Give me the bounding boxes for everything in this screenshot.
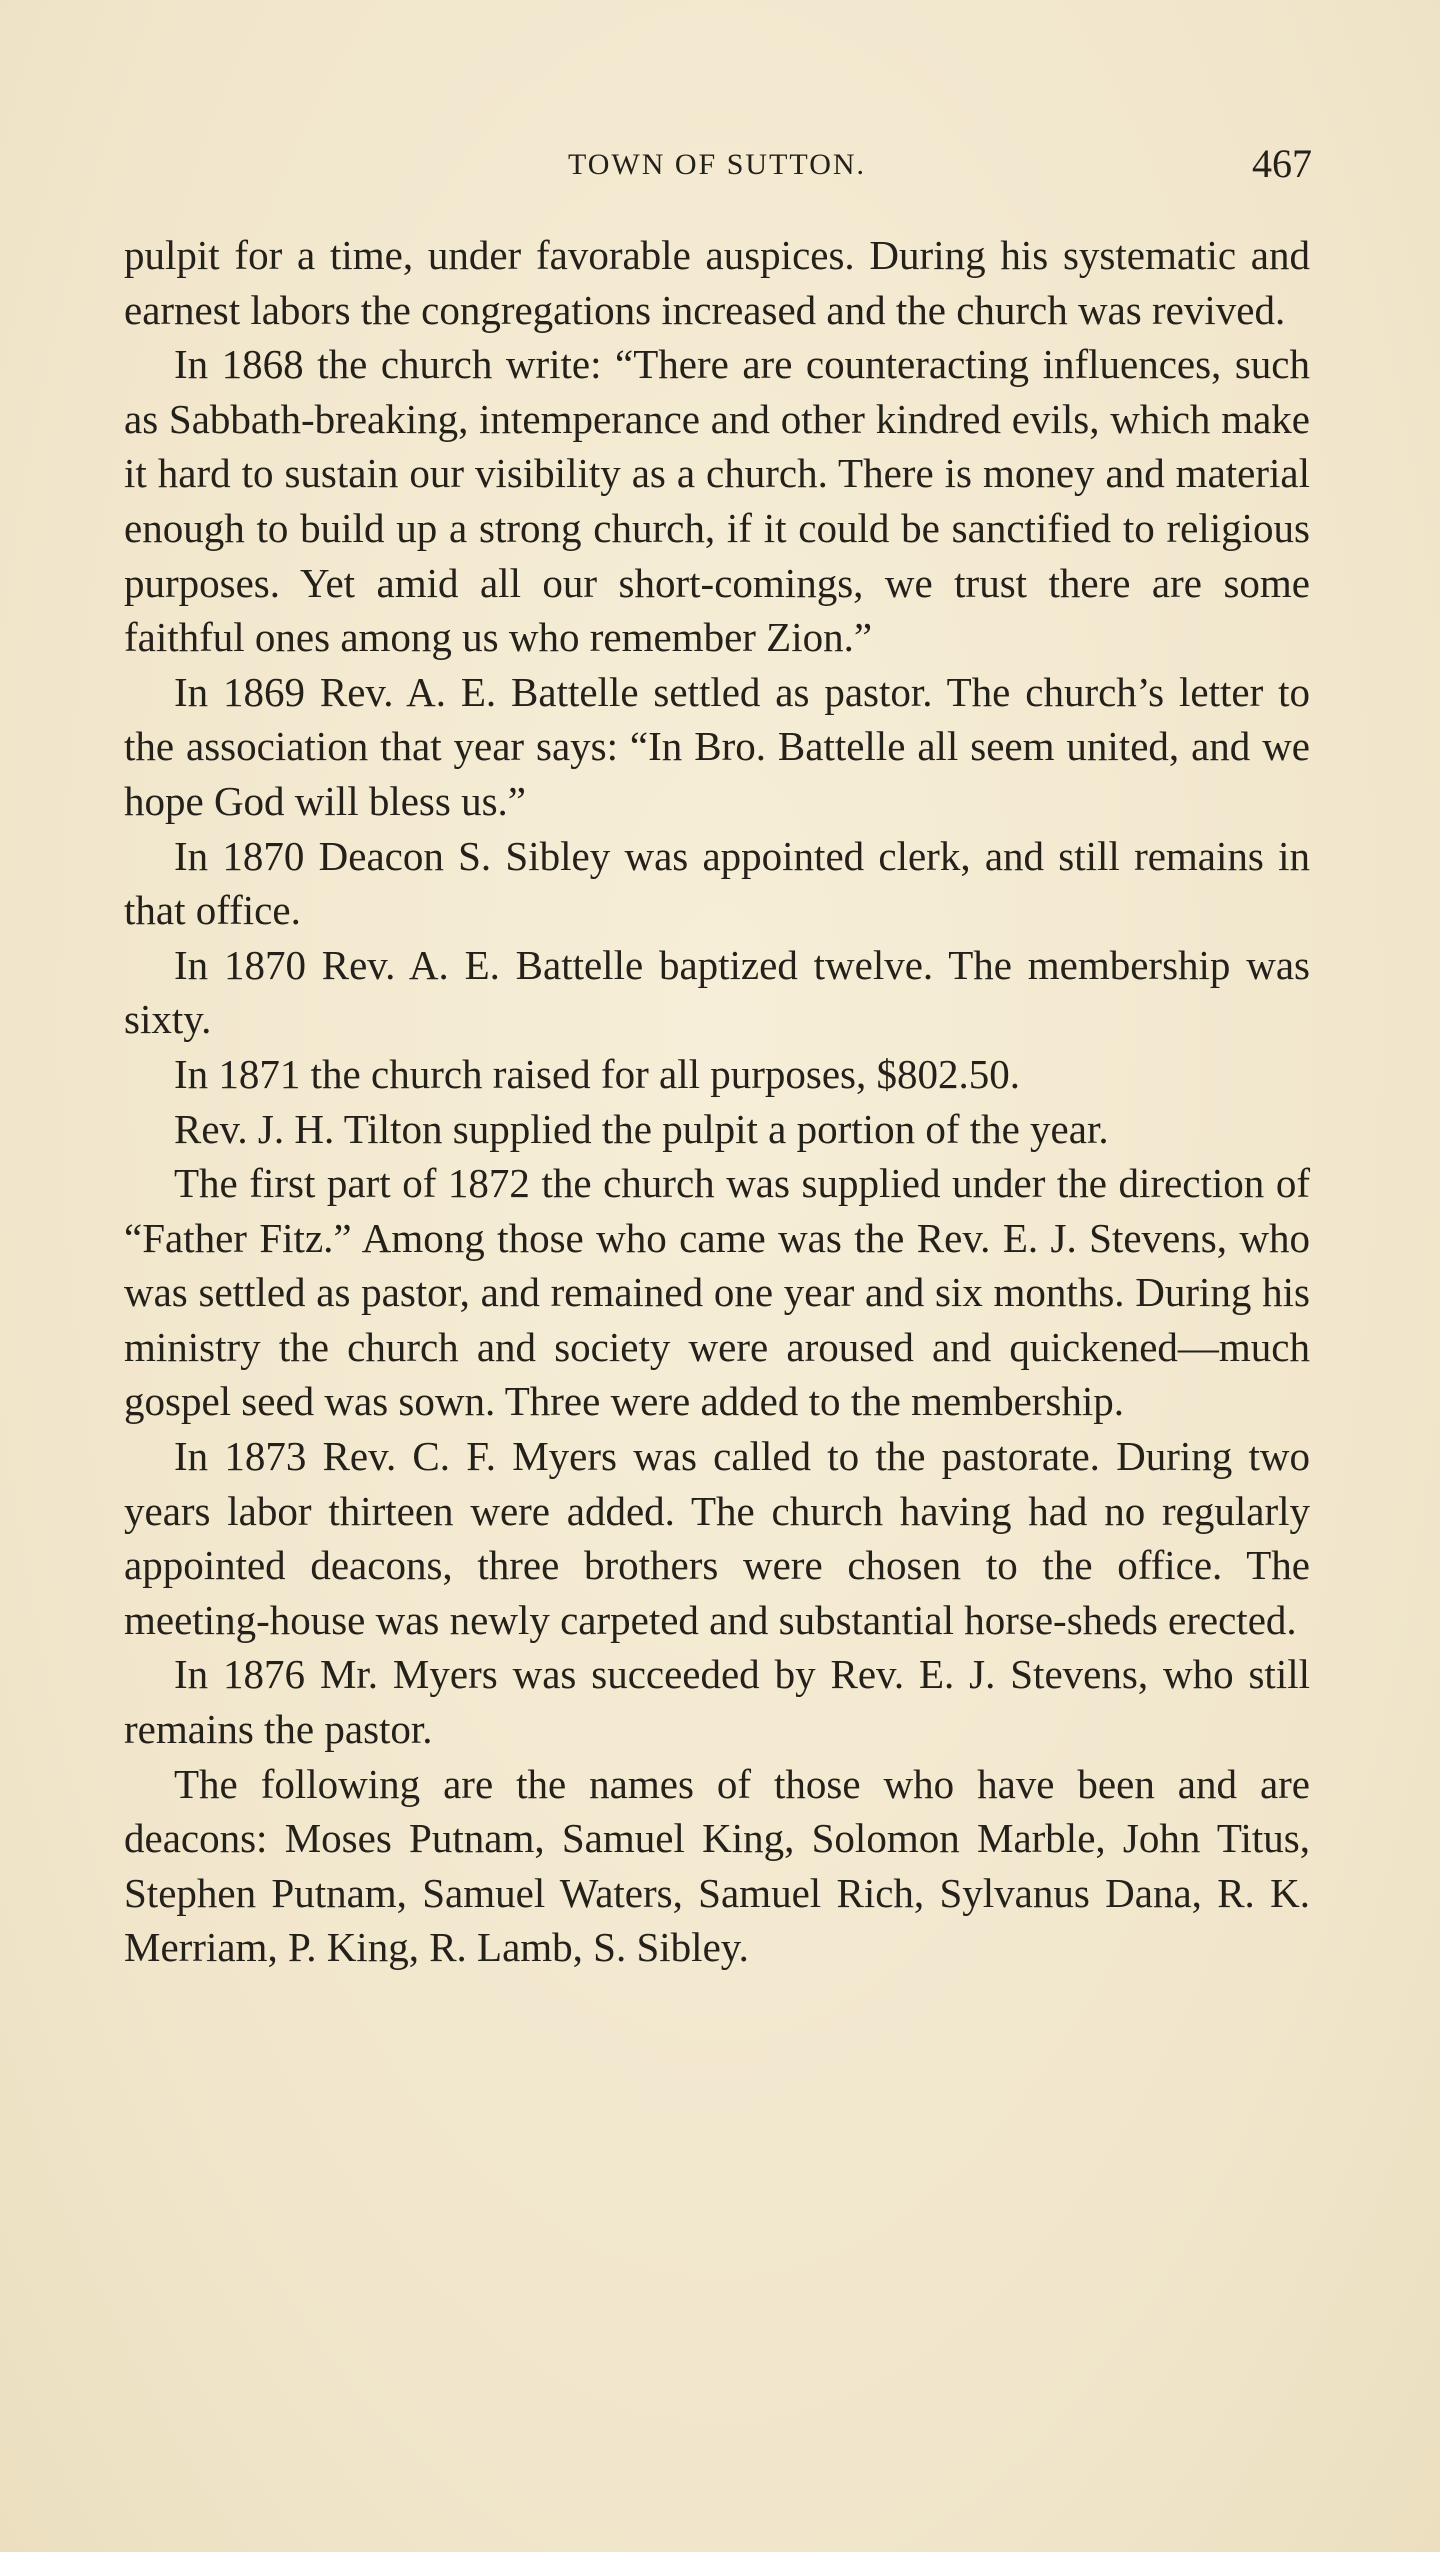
running-title: TOWN OF SUTTON. [567, 148, 867, 181]
paragraph: Rev. J. H. Tilton supplied the pulpit a portion of the year. [174, 1105, 1109, 1152]
paragraph: In 1873 Rev. C. F. Myers was called to the pastorate. During two years labor thirteen were added. The church having had no regularly appointed deacons, three brothers were chosen to the office. The meeting-house was newly carpeted and substantial horse-sheds erected. [124, 1433, 1310, 1643]
paragraph: In 1876 Mr. Myers was succeeded by Rev. E. J. Stevens, who still remains the pastor. [124, 1651, 1310, 1753]
paragraph: In 1868 the church write: “There are counteracting influences, such as Sabbath-breaking, intemperance and other kindred evils, which make it hard to sustain our visibility as a church. There is money and material enough to build up a strong church, if it could be sanctified to religious purposes. Yet amid all our short-comings, we trust there are some faithful ones among us who remember Zion.” [124, 341, 1310, 661]
body-text [124, 228, 1310, 1975]
paragraph: The following are the names of those who have been and are deacons: Moses Putnam, Samuel King, Solomon Marble, John Titus, Stephen Putnam, Samuel Waters, Samuel Rich, Sylvanus Dana, R. K. Merriam, P. King, R. Lamb, S. Sibley. [124, 1760, 1310, 1971]
paragraph: The first part of 1872 the church was supplied under the direction of “Father Fitz.” Among those who came was the Rev. E. J. Stevens, who was settled as pastor, and remained one year and six months. During his ministry the church and society were aroused and quickened—much gospel seed was sown. Three were added to the membership. [124, 1160, 1310, 1425]
paragraph: In 1870 Deacon S. Sibley was appointed clerk, and still remains in that office. [124, 832, 1310, 934]
page-number: 467 [1252, 141, 1312, 186]
paragraph: pulpit for a time, under favorable auspices. During his systematic and earnest labors the congregations increased and the church was revived. [124, 232, 1310, 333]
paragraph: In 1870 Rev. A. E. Battelle baptized twelve. The membership was sixty. [124, 941, 1310, 1043]
paragraph: In 1871 the church raised for all purposes, $802.50. [174, 1050, 1020, 1097]
page-header [122, 140, 1312, 200]
paragraph: In 1869 Rev. A. E. Battelle settled as pastor. The church’s letter to the association that year says: “In Bro. Battelle all seem united, and we hope God will bless us.” [124, 668, 1310, 824]
